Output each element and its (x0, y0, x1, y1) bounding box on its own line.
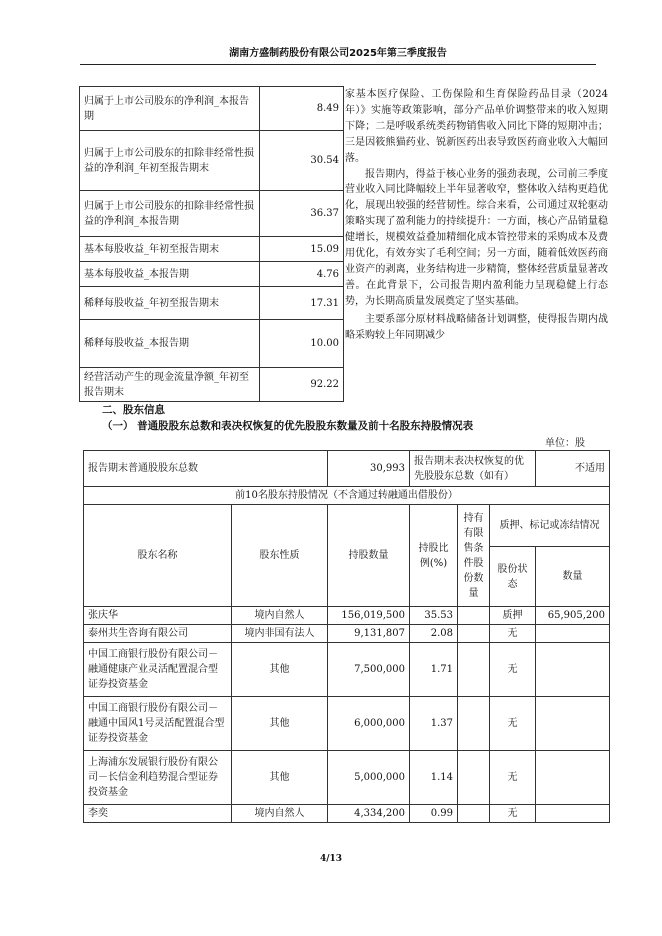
shareholder-name: 中国工商银行股份有限公司－融通中国风1号灵活配置混合型证券投资基金 (84, 697, 232, 751)
shareholder-name: 上海浦东发展银行股份有限公司－长信金利趋势混合型证券投资基金 (84, 751, 232, 805)
shareholder-shares: 4,334,200 (328, 805, 410, 823)
change-reason-column (345, 87, 608, 344)
shareholder-name: 张庆华 (84, 607, 232, 625)
shareholder-restricted (458, 697, 490, 751)
shareholder-name: 中国工商银行股份有限公司－融通健康产业灵活配置混合型证券投资基金 (84, 643, 232, 697)
shareholder-status: 无 (490, 805, 536, 823)
header-count: 数量 (536, 547, 610, 607)
table-header-row (84, 505, 610, 547)
table-row (80, 237, 344, 262)
shareholder-nature: 其他 (232, 751, 328, 805)
table-row (84, 487, 610, 505)
page-header: 湖南方盛制药股份有限公司2025年第三季度报告 (80, 44, 596, 65)
shareholder-ratio: 2.08 (410, 625, 458, 643)
table-row (80, 262, 344, 287)
shareholder-ratio: 0.99 (410, 805, 458, 823)
page-number: 4/13 (319, 854, 343, 864)
row-label: 归属于上市公司股东的扣除非经常性损益的净利润_年初至报告期末 (80, 131, 260, 191)
shareholder-nature: 其他 (232, 697, 328, 751)
reason-paragraph: 主要系部分原材料战略储备计划调整，使得报告期内战略采购较上年同期减少 (345, 313, 608, 341)
table-row (84, 751, 610, 805)
row-value: 36.37 (260, 191, 344, 237)
header-status: 股份状态 (490, 547, 536, 607)
shareholder-name: 李奕 (84, 805, 232, 823)
shareholder-count (536, 697, 610, 751)
shareholder-count (536, 625, 610, 643)
row-label: 稀释每股收益_年初至报告期末 (80, 287, 260, 320)
shareholder-nature: 境内自然人 (232, 607, 328, 625)
shareholder-status: 无 (490, 697, 536, 751)
table-row (80, 87, 344, 131)
reason-paragraph: 家基本医疗保险、工伤保险和生育保险药品目录（2024年）》实施等政策影响，部分产品单价调整带来的收入短期下降；二是呼吸系统类药物销售收入同比下降的短期冲击；三是因筱熊猫药业、锐新医药出表导致医药商业收入大幅回落。 (345, 89, 608, 164)
header-ratio: 持股比例(%) (410, 505, 458, 607)
table-row (80, 191, 344, 237)
reason-paragraph: 报告期内，得益于核心业务的强劲表现，公司前三季度营业收入同比降幅较上半年显著收窄，整体收入结构更趋优化，展现出较强的经营韧性。综合来看，公司通过双轮驱动策略实现了盈利能力的持续提升：一方面，核心产品销量稳健增长，规模效益叠加精细化成本管控带来的采购成本及费用优化，有效夯实了毛利空间；另一方面，随着低效医药商业资产的剥离，业务结构进一步精简，整体经营质量显著改善。在此背景下，公司报告期内盈利能力呈现稳健上行态势，为长期高质量发展奠定了坚实基础。 (345, 168, 608, 307)
top10-caption: 前10名股东持股情况（不含通过转融通出借股份） (84, 487, 610, 505)
shareholder-name: 泰州共生咨询有限公司 (84, 625, 232, 643)
shareholder-status: 无 (490, 625, 536, 643)
table-row (84, 607, 610, 625)
total-shareholders-label: 报告期末普通股股东总数 (84, 451, 328, 487)
shareholder-count: 65,905,200 (536, 607, 610, 625)
shareholder-count (536, 805, 610, 823)
row-label: 基本每股收益_年初至报告期末 (80, 237, 260, 262)
table-row (80, 131, 344, 191)
header-shares: 持股数量 (328, 505, 410, 607)
row-value: 15.09 (260, 237, 344, 262)
header-restricted: 持有有限售条件股份数量 (458, 505, 490, 607)
row-label: 基本每股收益_本报告期 (80, 262, 260, 287)
section-subtitle: （一） 普通股股东总数和表决权恢复的优先股股东数量及前十名股东持股情况表 (102, 420, 474, 432)
shareholder-ratio: 35.53 (410, 607, 458, 625)
shareholder-shares: 6,000,000 (328, 697, 410, 751)
shareholder-ratio: 1.37 (410, 697, 458, 751)
row-value: 8.49 (260, 87, 344, 131)
row-label: 归属于上市公司股东的扣除非经常性损益的净利润_本报告期 (80, 191, 260, 237)
shareholder-shares: 7,500,000 (328, 643, 410, 697)
shareholder-count (536, 751, 610, 805)
shareholder-table (83, 450, 610, 823)
table-row (84, 697, 610, 751)
header-name: 股东名称 (84, 505, 232, 607)
preferred-shareholders-label: 报告期末表决权恢复的优先股股东总数（如有） (410, 451, 536, 487)
table-row (80, 287, 344, 320)
shareholder-shares: 5,000,000 (328, 751, 410, 805)
table-row (84, 451, 610, 487)
row-label: 稀释每股收益_本报告期 (80, 320, 260, 368)
shareholder-count (536, 643, 610, 697)
shareholder-restricted (458, 643, 490, 697)
shareholder-status: 无 (490, 751, 536, 805)
shareholder-nature: 境内自然人 (232, 805, 328, 823)
row-label: 经营活动产生的现金流量净额_年初至报告期末 (80, 368, 260, 402)
shareholder-ratio: 1.71 (410, 643, 458, 697)
row-value: 10.00 (260, 320, 344, 368)
unit-label: 单位：股 (545, 438, 585, 449)
shareholder-status: 无 (490, 643, 536, 697)
row-label: 归属于上市公司股东的净利润_本报告期 (80, 87, 260, 131)
shareholder-status: 质押 (490, 607, 536, 625)
shareholder-shares: 156,019,500 (328, 607, 410, 625)
shareholder-nature: 境内非国有法人 (232, 625, 328, 643)
section-title: 二、股东信息 (102, 404, 165, 416)
row-value: 30.54 (260, 131, 344, 191)
table-row (84, 625, 610, 643)
total-shareholders-value: 30,993 (328, 451, 410, 487)
table-row (84, 643, 610, 697)
row-value: 17.31 (260, 287, 344, 320)
header-pledge: 质押、标记或冻结情况 (490, 505, 610, 547)
row-value: 4.76 (260, 262, 344, 287)
shareholder-ratio: 1.14 (410, 751, 458, 805)
shareholder-nature: 其他 (232, 643, 328, 697)
shareholder-restricted (458, 751, 490, 805)
financial-change-table (79, 86, 344, 402)
row-value: 92.22 (260, 368, 344, 402)
shareholder-shares: 9,131,807 (328, 625, 410, 643)
shareholder-restricted (458, 805, 490, 823)
shareholder-restricted (458, 625, 490, 643)
preferred-shareholders-value: 不适用 (536, 451, 610, 487)
header-nature: 股东性质 (232, 505, 328, 607)
table-row (80, 320, 344, 368)
table-row (84, 805, 610, 823)
shareholder-restricted (458, 607, 490, 625)
table-row (80, 368, 344, 402)
